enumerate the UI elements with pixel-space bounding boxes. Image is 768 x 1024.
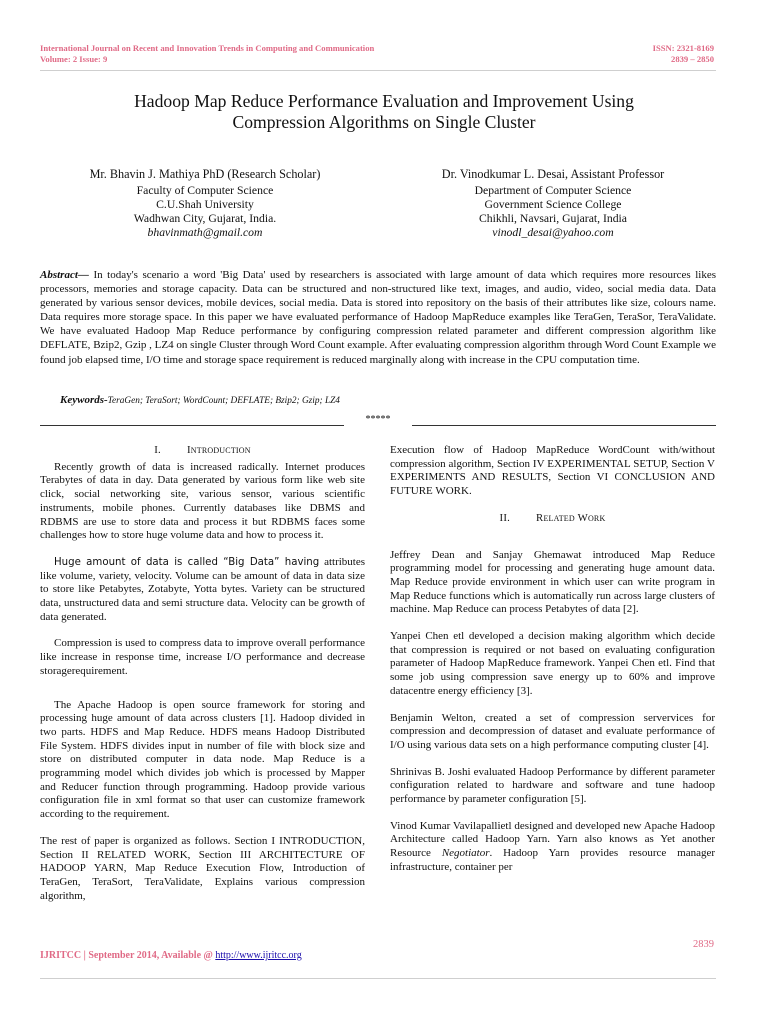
author-email: vinodl_desai@yahoo.com <box>492 226 614 239</box>
journal-link[interactable]: http://www.ijritcc.org <box>215 950 302 961</box>
footer-divider <box>40 978 716 979</box>
paragraph: Recently growth of data is increased radically. Internet produces Terabytes of data in day. Data generated by various form like web site click, social networking site, various sensor, various scientific instruments, mobile phones. Currently databases like DBMS and RDBMS are use to store data and process it but RDBMS faces some challenges how to store huge volume data and how to process it. <box>40 460 365 542</box>
keywords-text: TeraGen; TeraSort; WordCount; DEFLATE; Bzip2; Gzip; LZ4 <box>107 396 340 406</box>
author-inst: C.U.Shah University <box>156 198 254 211</box>
journal-issn-block <box>653 43 714 65</box>
author-loc: Wadhwan City, Gujarat, India. <box>133 212 277 225</box>
paragraph: Yanpei Chen etl developed a decision making algorithm which decide that compression is required or not based on evaluating configuration parameter of Hadoop MapReduce framework. Yanpei Chen etl. Find that some job using compression save energy up to 60% and improve datacentre energy efficiency [3]. <box>390 630 715 697</box>
footer-text: IJRITCC | September 2014, Available @ <box>40 950 216 961</box>
keywords <box>60 394 340 406</box>
left-column <box>40 444 365 916</box>
paragraph: Benjamin Welton, created a set of compression servervices for compression and decompression of dataset and evaluate performance of I/O using various data sets on a high performance computing cluster [4]. <box>390 711 715 751</box>
author-2 <box>388 167 718 240</box>
abstract <box>40 268 716 367</box>
author-dept: Faculty of Computer Science <box>136 184 274 197</box>
page-footer <box>40 950 302 961</box>
page-number: 2839 <box>693 939 714 950</box>
author-email: bhavinmath@gmail.com <box>147 226 263 239</box>
author-1 <box>40 167 370 240</box>
right-column <box>390 444 715 888</box>
journal-name: International Journal on Recent and Innovation Trends in Computing and Communication <box>40 43 375 53</box>
journal-pages: 2839 – 2850 <box>671 54 714 64</box>
abstract-label: Abstract— <box>40 269 89 281</box>
section-heading-introduction: I. Introduction <box>154 444 251 456</box>
paragraph: Execution flow of Hadoop MapReduce WordCount with/without compression algorithm, Section IV EXPERIMENTAL SETUP, Section V EXPERIMENTS AND RESULTS, Section VI CONCLUSION AND FUTURE WORK. <box>390 444 715 498</box>
section-heading-related-work: II. Related Work <box>499 511 606 524</box>
author-name: Dr. Vinodkumar L. Desai, Assistant Professor <box>441 167 665 181</box>
paragraph: Vinod Kumar Vavilapallietl designed and developed new Apache Hadoop Architecture called Hadoop Yarn. Yarn also knows as Yet another Resource Negotiator. Hadoop Yarn provides resource manager infrastructure, container per <box>390 819 715 873</box>
journal-header <box>40 43 374 65</box>
keywords-label: Keywords- <box>60 394 108 406</box>
author-inst: Government Science College <box>484 198 622 211</box>
paragraph: Jeffrey Dean and Sanjay Ghemawat introduced Map Reduce programming model for processing and generating huge amount data. Map Reduce provide environment in which user can write program in Map Reduce functions which is automatically run across large clusters of machine. Map Reduce can process Petabytes of data [2]. <box>390 548 715 616</box>
header-divider <box>40 70 716 71</box>
author-loc: Chikhli, Navsari, Gujarat, India <box>478 212 627 225</box>
paragraph: Huge amount of data is called “Big Data” having attributes like volume, variety, velocity. Volume can be amount of data in data size to store like Petabytes, Zotabyte, Yotta bytes. Variety can be structured data, unstructured data and semi structure data. Velocity can be growth of data generated. <box>40 555 366 623</box>
paper-title: Hadoop Map Reduce Performance Evaluation and Improvement Using Compression Algorithms on Single Cluster <box>134 91 634 132</box>
abstract-text: In today's scenario a word 'Big Data' used by researchers is associated with large amount of data which requires more resources likes processors, memories and storage capacity. Data can be structured and non-structured like text, images, and audio, video, social media data. Data generated by various sensor devices, mobile devices, social media. Data is stored into repository on the basis of their attributes like size, colours name. Data requires more storage space. In this paper we have evaluated performance of Hadoop MapReduce examples like TeraGen, TeraSor, TeraValidate. We have evaluated Hadoop Map Reduce performance by configuring compression related parameter and different compression algorithm like DEFLATE, Bzip2, Gzip , LZ4 on single Cluster through Word Count example. After evaluating compression algorithm through Word Count Example we found job elapsed time, I/O time and storage space requirement is reduced marginally along with increase in the CPU computation time. <box>40 269 716 366</box>
paragraph: The Apache Hadoop is open source framework for storing and processing huge amount of data across clusters [1]. Hadoop divided in two parts. HDFS and Map Reduce. HDFS means Hadoop Distributed File System. HDFS divides input in number of file with block size and store on distributed computer in data node. Map Reduce is a programming model which divides job which is processed by Mapper and Reducer function through programming. Hadoop provide various configuration file in xml format so that user can customize framework according to the requirement. <box>40 698 365 821</box>
author-name: Mr. Bhavin J. Mathiya PhD (Research Scholar) <box>89 167 321 181</box>
paragraph: Compression is used to compress data to improve overall performance like increase in response time, increase I/O performance and decrease storagerequirement. <box>40 637 365 677</box>
author-dept: Department of Computer Science <box>474 184 632 197</box>
paragraph: Shrinivas B. Joshi evaluated Hadoop Performance by different parameter configuration related to hardware and software and tune hadoop performance by parameter configuration [5]. <box>390 765 715 806</box>
paragraph: The rest of paper is organized as follows. Section I INTRODUCTION, Section II RELATED WORK, Section III ARCHITECTURE OF HADOOP YARN, Map Reduce Execution Flow, Introduction of TeraGen, TeraSort, TeraValidate, Explains various compression algorithm, <box>40 834 365 902</box>
section-separator: ***** <box>40 414 716 425</box>
journal-issn: ISSN: 2321-8169 <box>652 43 714 53</box>
journal-volume: Volume: 2 Issue: 9 <box>40 54 108 64</box>
